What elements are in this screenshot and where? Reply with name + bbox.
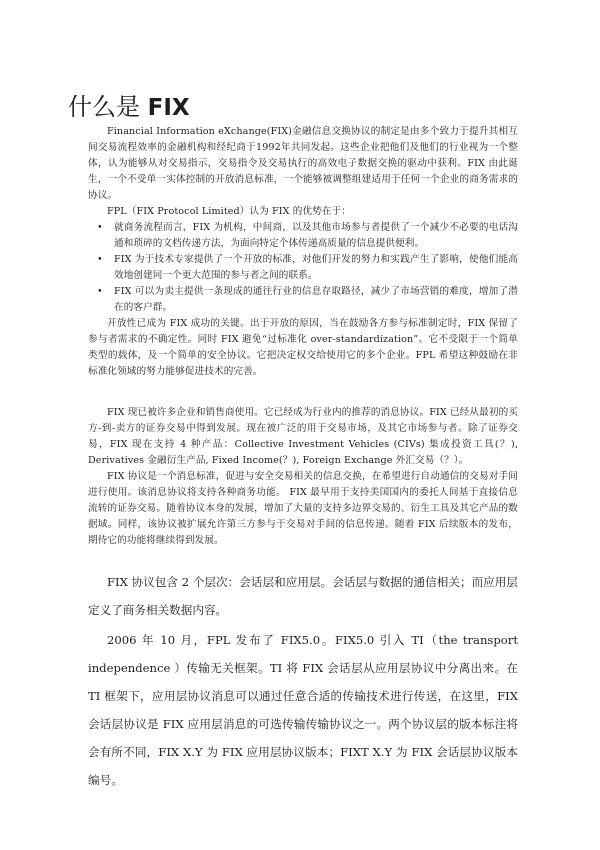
title-prefix: 什么是 <box>68 93 140 121</box>
adoption-section <box>88 405 518 549</box>
list-item-text: FIX 可以为卖主提供一条现成的通往行业的信息存取路径，减少了市场营销的难度，增加了潜在的客户群。 <box>114 286 518 313</box>
list-item-text: 就商务流程而言，FIX 为机构，中间商，以及其他市场参与者提供了一个减少不必要的电话沟通和琐碎的文档传递方法，为面向特定个体传递高质量的信息提供便利。 <box>114 222 518 249</box>
list-item <box>88 220 518 252</box>
advantages-list <box>88 220 518 316</box>
list-item <box>88 284 518 316</box>
page-title <box>68 92 190 123</box>
openness-paragraph: 开放性已成为 FIX 成功的关键。出于开放的原因，当在鼓励各方参与标准制定时，FIX 保留了参与者需求的不确定性。同时 FIX 避免“过标准化 over-standardization”。它不受限于一个简单类型的载体，及一个简单的安全协议。它把决定权交给使用它的多个企业。FPL 希望这种鼓励在非标准化领域的努力能够促进技术的完善。 <box>88 318 518 377</box>
version-section <box>88 626 518 794</box>
title-name: FIX <box>147 95 190 121</box>
intro-section <box>88 124 518 380</box>
intro-paragraph: Financial Information eXchange(FIX)金融信息交换协议的制定是由多个致力于提升其相互间交易流程效率的金融机构和经纪商于1992年共同发起。这些企业把他们及他们的行业视为一个整体，认为能够从对交易指示，交易指令及交易执行的高效电子数据交换的驱动中获利。FIX 由此诞生，一个不受单一实体控制的开放消息标准，一个能够被调整组建适用于任何一个企业的商务需求的协议。 <box>88 126 518 201</box>
layers-section <box>88 568 518 624</box>
bullet-icon: • <box>97 254 103 265</box>
bullet-icon: • <box>97 222 103 233</box>
list-item <box>88 252 518 284</box>
adoption-paragraph: FIX 现已被许多企业和销售商使用。它已经成为行业内的推荐的消息协议。FIX 已经从最初的买方-到-卖方的证券交易中得到发展。现在被广泛的用于交易市场，及其它市场参与者。除了证券交易，FIX 现在支持 4 种产品：Collective Investment Vehicles (CIVs) 集成投资工具(？), Derivatives 金融衍生产品, Fixed Income(？), Foreign Exchange 外汇交易（？）。 <box>88 407 519 466</box>
protocol-paragraph: FIX 协议是一个消息标准，促进与安全交易相关的信息交换，在希望进行自动通信的交易对手间进行使用。该消息协议将支持各种商务功能。 FIX 最早用于支持美国国内的委托人间基于直接信息流转的证券交易。随着协议本身的发展，增加了大量的支持多边界交易的、衍生工具及其它产品的数据域。同样，该协议被扩展允许第三方参与于交易对手间的信息传递。随着 FIX 后续版本的发布，期待它的功能将继续得到发展。 <box>88 471 518 546</box>
layers-paragraph: FIX 协议包含 2 个层次：会话层和应用层。会话层与数据的通信相关；而应用层定义了商务相关数据内容。 <box>88 575 518 617</box>
bullet-icon: • <box>97 286 103 297</box>
fpl-intro-paragraph: FPL（FIX Protocol Limited）认为 FIX 的优势在于： <box>107 206 351 217</box>
version-paragraph: 2006 年 10 月，FPL 发布了 FIX5.0。FIX5.0 引入 TI（the transport independence ）传输无关框架。TI 将 FIX 会话层从应用层协议中分离出来。在 TI 框架下，应用层协议消息可以通过任意合适的传输技术进行传送，在这里，FIX 会话层协议是 FIX 应用层消息的可选传输传输协议之一。两个协议层的版本标注将会有所不同，FIX X.Y 为 FIX 应用层协议版本；FIXT X.Y 为 FIX 会话层协议版本编号。 <box>88 633 518 787</box>
list-item-text: FIX 为于技术专家提供了一个开放的标准，对他们开发的努力和实践产生了影响，使他们能高效地创建同一个更大范围的参与者之间的联系。 <box>114 254 518 281</box>
